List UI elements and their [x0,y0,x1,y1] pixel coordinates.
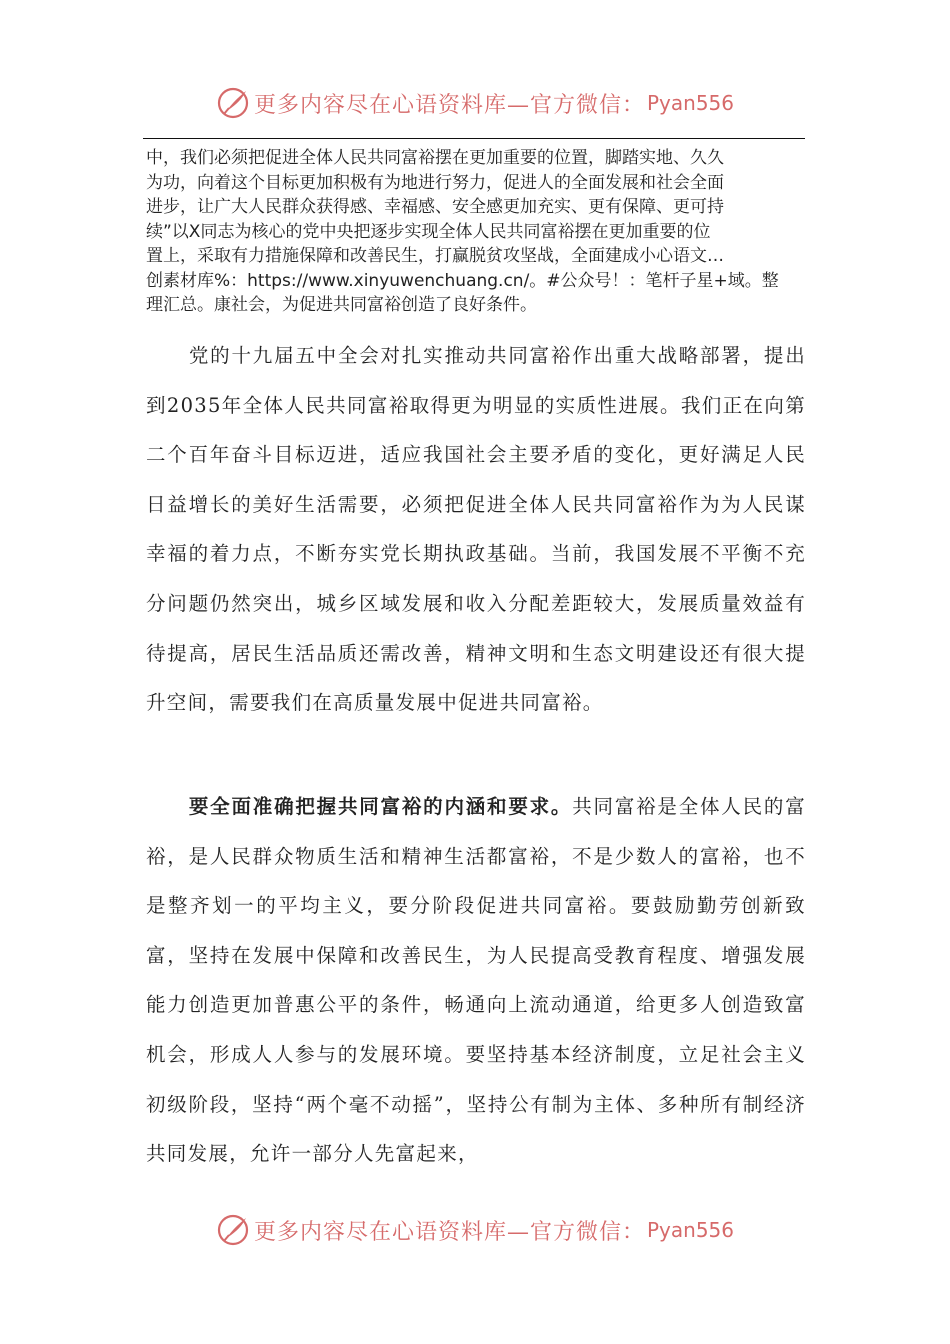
intro-line: 进步，让广大人民群众获得感、幸福感、安全感更加充实、更有保障、更可持 [146,197,724,217]
quill-circle-icon [216,86,250,120]
header-divider [143,138,805,139]
footer-wechat-id: Pyan556 [647,1218,735,1242]
intro-line: 中，我们必须把促进全体人民共同富裕摆在更加重要的位置，脚踏实地、久久 [146,148,724,168]
header-wechat-id: Pyan556 [647,91,735,115]
intro-line: 创素材库%：https://www.xinyuwenchuang.cn/。#公众号！：笔杆子星+域。整 [146,270,779,291]
paragraph-text [146,782,806,1179]
quill-circle-icon [216,1213,250,1247]
header-banner-text: 更多内容尽在心语资料库—官方微信： [253,92,645,118]
paragraph-body: 共同富裕是全体人民的富裕，是人民群众物质生活和精神生活都富裕，不是少数人的富裕，也不是整齐划一的平均主义，要分阶段促进共同富裕。要鼓励勤劳创新致富，坚持在发展中保障和改善民生，为人民提高受教育程度、增强发展能力创造更加普惠公平的条件，畅通向上流动通道，给更多人创造致富机会，形成人人参与的发展环境。要坚持基本经济制度，立足社会主义初级阶段，坚持“两个毫不动摇”，坚持公有制为主体、多种所有制经济共同发展，允许一部分人先富起来， [146,795,806,1166]
intro-block [146,146,806,318]
intro-line: 续”以Ⅹ同志为核心的党中央把逐步实现全体人民共同富裕摆在更加重要的位 [146,221,711,242]
body-paragraph-2 [146,782,806,1179]
intro-line: 理汇总。康社会，为促进共同富裕创造了良好条件。 [146,295,537,315]
footer-banner [0,1210,950,1250]
footer-banner-text: 更多内容尽在心语资料库—官方微信： [253,1219,645,1245]
paragraph-text: 党的十九届五中全会对扎实推动共同富裕作出重大战略部署，提出到2035年全体人民共同富裕取得更为明显的实质性进展。我们正在向第二个百年奋斗目标迈进，适应我国社会主要矛盾的变化，更好满足人民日益增长的美好生活需要，必须把促进全体人民共同富裕作为为人民谋幸福的着力点，不断夯实党长期执政基础。当前，我国发展不平衡不充分问题仍然突出，城乡区域发展和收入分配差距较大，发展质量效益有待提高，居民生活品质还需改善，精神文明和生态文明建设还有很大提升空间，需要我们在高质量发展中促进共同富裕。 [146,344,806,715]
body-paragraph-1 [146,331,806,728]
paragraph-lead-sentence: 要全面准确把握共同富裕的内涵和要求。 [188,795,573,818]
intro-line: 置上，采取有力措施保障和改善民生，打赢脱贫攻坚战，全面建成小心语文… [146,246,724,266]
intro-line: 为功，向着这个目标更加积极有为地进行努力，促进人的全面发展和社会全面 [146,172,724,193]
header-banner [0,83,950,123]
